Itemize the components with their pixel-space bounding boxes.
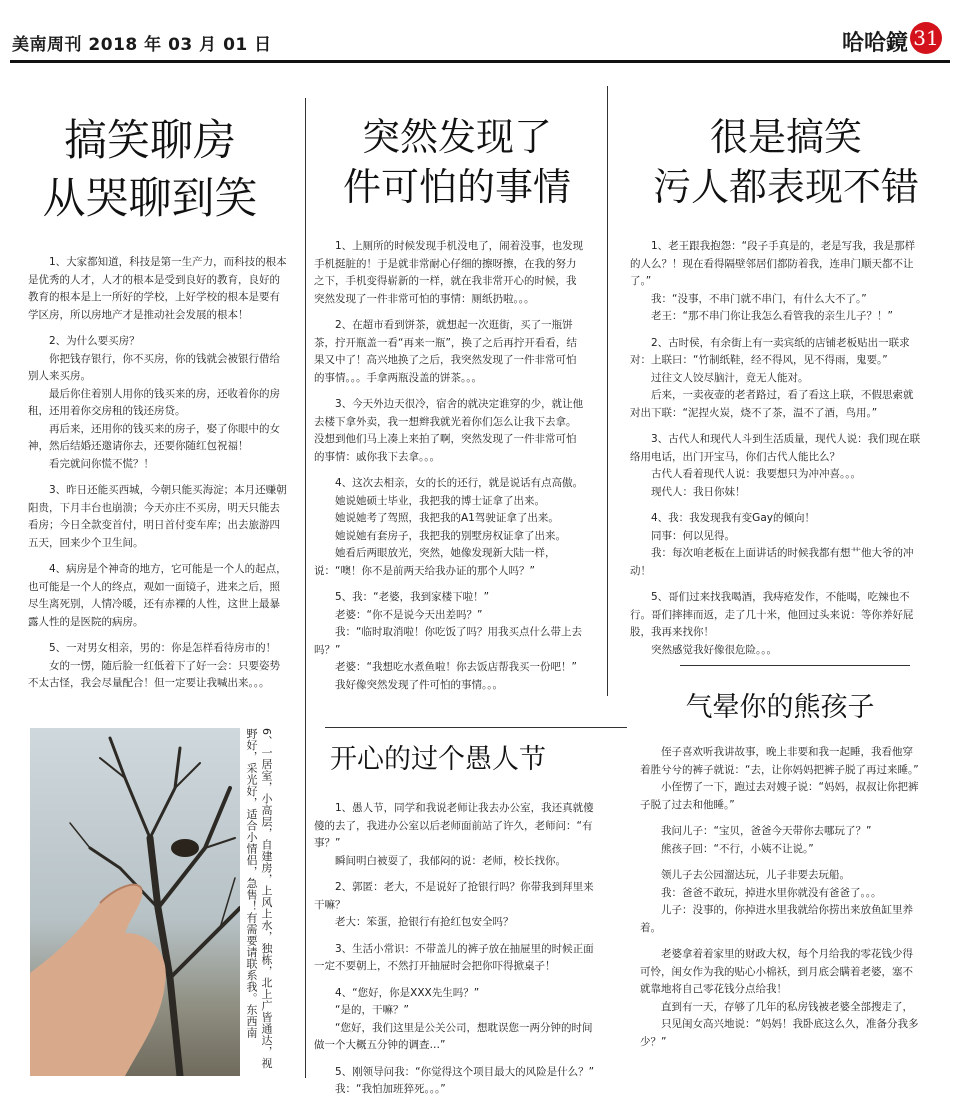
col3-p4: 2、古时侯，有余街上有一卖宾纸的店铺老板贴出一联求对：上联曰：“竹制纸鞋，经不得风，见不得雨，鬼要。” (630, 336, 910, 366)
col2b-p2: 瞬间明白被耍了，我郁闷的说：老师，校长找你。 (335, 854, 566, 867)
col1-p1: 1、大家都知道，科技是第一生产力，而科技的根本是优秀的人才，人才的根本是受到良好的教育，良好的教育的根本是上一所好的学校，上好学校的根本是要有学区房，所以房地产才是推动社会发展的根本！ (28, 256, 287, 321)
col2-p8: 她看后两眼放光，突然，她像发现新大陆一样，说：“噢！你不是前两天给我办证的那个人吗？” (314, 547, 556, 577)
col3-p7: 3、古代人和现代人斗到生活质量，现代人说：我们现在联络用电话，出门开宝马，你们古代人能比么？ (630, 433, 921, 463)
col2-title-line1: 突然发现了 (361, 115, 552, 159)
col3-p2: 我：“没事，不串门就不串门，有什么大不了。” (651, 292, 867, 305)
col1-p9: 5、一对男女相亲，男的：你是怎样看待房市的！ (49, 642, 277, 654)
col1-p3: 你把钱存银行，你不买房，你的钱就会被银行借给别人来买房。 (28, 352, 280, 382)
col2b-article (314, 800, 600, 1099)
col3b-p6: 我：爸爸不敢玩，掉进水里你就没有爸爸了。。。 (661, 886, 882, 899)
col2-p5: 她说她硕士毕业，我把我的博士证拿了出来。 (335, 494, 545, 507)
col3-p6: 后来，一卖夜壶的老者路过，看了看这上联，不假思索就对出下联：“泥捏火炭，烧不了茶，温不了酒，鸟用。” (630, 389, 914, 419)
col1-p7: 3、昨日还能买西城，今朝只能买海淀；本月还赚朝阳贵，下月丰台也崩溃；今天亦庄不买房，明天只能去看房；今日全款变首付，明日首付变车库；出去旅游四五天，回来少个卫生间。 (28, 484, 287, 549)
col3-p5: 过往文人饺尽脑汁，竟无人能对。 (651, 371, 809, 384)
tree-photo-graphic (30, 728, 240, 1076)
col3-title (625, 112, 947, 212)
col3b-p2: 小侄愣了一下，跑过去对嫂子说：“妈妈，叔叔让你把裤子脱了过去和他睡。” (640, 781, 919, 811)
col1-p2: 2、为什么要买房？ (49, 335, 140, 347)
col3-p14: 突然感觉我好像很危险。。。 (651, 643, 777, 656)
col1-title-line1: 搞笑聊房 (64, 116, 236, 166)
col3b-p4: 熊孩子回：“不行，小姨不让说。” (661, 842, 814, 855)
col2-article (314, 238, 586, 694)
col3b-p10: 只见闺女高兴地说：“妈妈！我卧底这么久，准备分我多少？” (640, 1018, 919, 1048)
col2b-p6: 4、“您好，你是XXX先生吗？” (335, 986, 480, 999)
col3-p3: 老王：“那不串门你让我怎么看管我的亲生儿子？！” (651, 310, 893, 322)
hand-pointing (30, 885, 166, 1076)
col2b-p10: 我：“我怕加班猝死。。。” (335, 1083, 446, 1095)
col2-title-line2: 件可怕的事情 (342, 165, 571, 209)
column-divider-2 (607, 86, 608, 696)
col2b-title: 开心的过个愚人节 (330, 744, 546, 775)
col2-p3: 3、今天外边天很冷，宿舍的就决定谁穿的少，就让他去楼下拿外卖，我一想辫我就光着你们怎么让我下去拿。没想到他们马上凑上来拍了啊，突然发现了一件非常可怕的事情：戚你我下去拿。。。 (314, 398, 584, 463)
col3b-p1: 侄子喜欢听我讲故事，晚上非要和我一起睡，我看他穿着胜兮兮的裤子就说：“去，让你妈妈把裤子脱了再过来睡。” (640, 746, 919, 776)
col1-title (10, 112, 290, 228)
col1-p8: 4、病房是个神奇的地方，它可能是一个人的起点，也可能是一个人的终点，观如一面镜子，进来之后，照尽生离死别，人情冷暖，还有赤裸的人性，这世上最暴露人性的是医院的病房。 (28, 563, 287, 628)
col2-p11: 我：“临时取消啦！你吃饭了吗？用我买点什么带上去吗？” (314, 626, 582, 656)
col3b-p9: 直到有一天，存够了几年的私房钱被老婆全部搜走了， (661, 1000, 913, 1013)
col3-p1: 1、老王跟我抱怨：“段子手真是的，老是写我，我是那样的人么？！现在看得隔壁邻居们都防着我，连串门顺天都不让了。” (630, 240, 916, 287)
col3-p8: 古代人看着现代人说：我要想只为冲冲喜。。。 (651, 468, 861, 480)
col2b-p9: 5、刚领导问我：“你觉得这个项目最大的风险是什么？” (335, 1065, 595, 1078)
col2-p13: 我好像突然发现了件可怕的事情。。。 (335, 678, 503, 691)
col3b-p3: 我问儿子：“宝贝，爸爸今天带你去哪玩了？” (661, 825, 872, 837)
col3b-title: 气晕你的熊孩子 (685, 692, 875, 723)
col2-p1: 1、上厕所的时候发现手机没电了，闹着没事，也发现手机挺脏的！于是就非常耐心仔细的擦呀擦，在我的努力之下，手机变得崭新的一样，就在我非常开心的时候，我突然发现了一件非常可怕的事情：厕纸扔啦。。。 (314, 240, 584, 305)
col3-title-line1: 很是搞笑 (709, 115, 862, 159)
col2b-p1: 1、愚人节，同学和我说老师让我去办公室，我还真就傻傻的去了，我进办公室以后老师面前站了许久，老师问：“有事？” (314, 802, 594, 849)
column-divider-1 (305, 98, 306, 1078)
col2-p2: 2、在超市看到饼茶，就想起一次逛街，买了一瓶饼茶，拧开瓶盖一看“再来一瓶”，换了之后再拧开看看，结果又中了！高兴地换了之后，我突然发现了一件非常可怕的事情。。。手拿两瓶没盖的饼茶。。。 (314, 319, 577, 384)
col1-p10: 女的一愣，随后脸一红低着下了好一会：只要姿势不太古怪，我会尽量配合！但一定要让我喊出来。。。 (28, 659, 280, 689)
col1-p4: 最后你住着别人用你的钱买来的房，还收着你的房租，还用着你交房租的钱还房贷。 (28, 387, 280, 417)
col2b-p7: “是的，干嘛？” (335, 1004, 409, 1016)
col3-title-line2: 污人都表现不错 (652, 165, 919, 209)
col2-p7: 她说她有套房子，我把我的别墅房权证拿了出来。 (335, 529, 566, 542)
col1-title-line2: 从哭聊到笑 (42, 174, 258, 224)
col2-p10: 老婆：“你不是说今天出差吗？” (335, 608, 483, 621)
section-divider-3 (680, 665, 910, 666)
col1-p5: 再后来，还用你的钱买来的房子，娶了你眼中的女神，然后结婚还邀请你去，还要你随红包祝福！ (28, 422, 280, 452)
col2-p6: 她说她考了驾照，我把我的A1驾驶证拿了出来。 (335, 512, 559, 524)
col3-p10: 4、我：我发现我有变Gay的倾向！ (651, 512, 815, 524)
col3b-p5: 领儿子去公园溜达玩，儿子非要去玩船。 (661, 869, 850, 881)
col2-p4: 4、这次去相亲，女的长的还行，就是说话有点高傲。 (335, 477, 584, 489)
page-number-badge: 31 (910, 22, 942, 54)
col2b-p8: “您好，我们这里是公关公司，想耽误您一两分钟的时间做一个大概五分钟的调查…” (314, 1021, 593, 1051)
tree-photo (30, 728, 240, 1076)
header-rule (10, 60, 950, 63)
col1-article (28, 254, 288, 702)
col3b-p8: 老婆拿着着家里的财政大权，每个月给我的零花钱少得可怜，闺女作为我的贴心小棉袄，到月底会瞒着老婆，塞不就靠地将自己零花钱分点给我！ (640, 948, 913, 995)
col3b-article (640, 744, 922, 1051)
col3-p13: 5、哥们过来找我喝酒，我痔疮发作，不能喝，吃辣也不行。哥们摔摔而返，走了几十米，他回过头来说：等你养好屁股，我再来找你！ (630, 591, 914, 638)
col3-p9: 现代人：我日你妹！ (651, 485, 746, 498)
section-divider-2 (325, 727, 627, 728)
publication-date: 美南周刊 2018 年 03 月 01 日 (12, 35, 272, 55)
bird-nest (171, 839, 199, 857)
section-name: 哈哈鏡 (841, 30, 908, 56)
col2b-p3: 2、郭匿：老大，不是说好了抢银行吗？你带我到拜里来干嘛？ (314, 881, 594, 911)
col2-p9: 5、我：“老婆，我到家楼下啦！” (335, 591, 490, 603)
col1-vertical-ad: 6、一居室，小高层，自建房，上风上水，独栋，北上广皆通达，视野好，采光好，适合小情侣，急售！有需要请联系我。东西南 (245, 728, 273, 1069)
col1-p6: 看完就问你慌不慌？！ (49, 457, 154, 470)
col3-p12: 我：每次咱老板在上面讲话的时候我都有想艹他大爷的冲动！ (630, 547, 914, 577)
col2b-p5: 3、生活小常识：不带盖儿的裤子放在抽屉里的时候正面一定不要朝上，不然打开抽屉时会把你吓得掀桌子！ (314, 942, 594, 972)
col2b-p4: 老大：笨蛋，抢银行有抢红包安全吗？ (335, 916, 514, 928)
col3-p11: 同事：何以见得。 (651, 529, 735, 542)
col3b-p7: 儿子：没事的，你掉进水里我就给你捞出来放鱼缸里养着。 (640, 904, 913, 934)
col2-p12: 老婆：“我想吃水煮鱼啦！你去饭店帮我买一份吧！” (335, 661, 577, 673)
col3-article (630, 238, 922, 659)
col2-title (318, 112, 596, 212)
